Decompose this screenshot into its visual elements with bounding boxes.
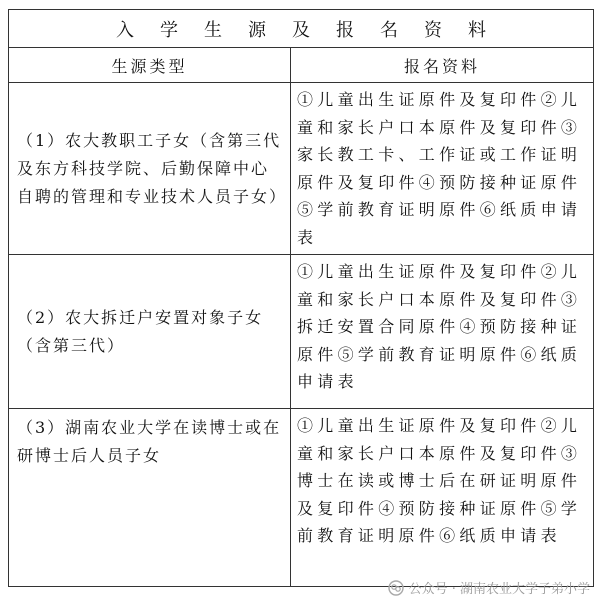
table-row	[9, 255, 594, 409]
table-title: 入学生源及报名资料	[9, 10, 594, 48]
required-documents-cell: ①儿童出生证原件及复印件②儿童和家长户口本原件及复印件③拆迁安置合同原件④预防接种证原件⑤学前教育证明原件⑥纸质申请表	[291, 255, 594, 409]
table-title-row	[9, 10, 594, 48]
student-type-cell: （1）农大教职工子女（含第三代及东方科技学院、后勤保障中心自聘的管理和专业技术人员子女）	[9, 83, 291, 255]
watermark	[388, 578, 590, 597]
required-documents-cell: ①儿童出生证原件及复印件②儿童和家长户口本原件及复印件③博士在读或博士后在研证明原件及复印件④预防接种证原件⑤学前教育证明原件⑥纸质申请表	[291, 409, 594, 587]
student-type-cell: （3）湖南农业大学在读博士或在研博士后人员子女	[9, 409, 291, 587]
header-student-type: 生源类型	[9, 48, 291, 83]
header-required-documents: 报名资料	[291, 48, 594, 83]
wechat-official-account-icon	[388, 580, 404, 596]
required-documents-cell: ①儿童出生证原件及复印件②儿童和家长户口本原件及复印件③家长教工卡、工作证或工作证明原件及复印件④预防接种证原件⑤学前教育证明原件⑥纸质申请表	[291, 83, 594, 255]
admission-materials-table	[8, 9, 594, 587]
table-row	[9, 83, 594, 255]
table-row	[9, 409, 594, 587]
watermark-text: 公众号 · 湖南农业大学子弟小学	[408, 582, 590, 597]
table-header-row	[9, 48, 594, 83]
student-type-cell: （2）农大拆迁户安置对象子女（含第三代）	[9, 255, 291, 409]
